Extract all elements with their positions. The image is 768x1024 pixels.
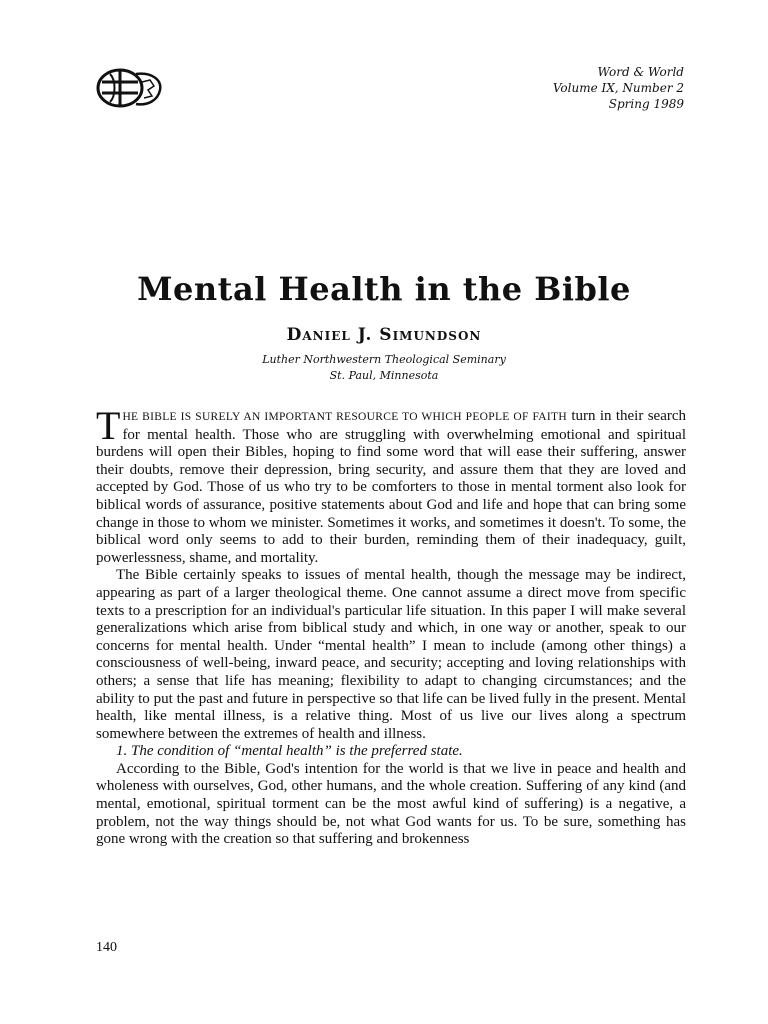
journal-logo-icon (96, 66, 164, 110)
opening-small-caps: HE BIBLE IS SURELY AN IMPORTANT RESOURCE TO WHICH PEOPLE OF FAITH (122, 411, 567, 423)
article-author: Daniel J. Simundson (286, 325, 482, 345)
page-number: 140 (96, 940, 117, 955)
journal-volume: Volume IX, Number 2 (552, 81, 684, 95)
paragraph-3: According to the Bible, God's intention for the world is that we live in peace and health and wholeness with ourselves, God, other humans, and the whole creation. Suffering of any kind (and mental, emotional, spiritual torment can be the most awful kind of suffering) is a negative, a problem, not the way things should be, not what God wants for us. To be sure, something has gone wrong with the creation so that suffering and brokenness (96, 760, 686, 848)
author-location: St. Paul, Minnesota (329, 369, 439, 382)
author-affiliation: Luther Northwestern Theological Seminary (262, 353, 506, 366)
paragraph-1 (96, 403, 687, 567)
article-title: Mental Health in the Bible (137, 270, 631, 308)
journal-name: Word & World (597, 65, 684, 79)
article-body (96, 403, 687, 849)
journal-issue-date: Spring 1989 (608, 97, 684, 111)
paragraph-2: The Bible certainly speaks to issues of mental health, though the message may be indirect, appearing as part of a larger theological theme. One cannot assume a direct move from specific texts to a prescription for an individual's particular life situation. In this paper I will make several generalizations which arise from biblical study and which, in one way or another, speak to our concerns for mental health. Under “mental health” I mean to include (among other things) a consciousness of well-being, inward peace, and security; accepting and loving relationships with others; a sense that life has meaning; flexibility to adapt to changing circumstances; and the ability to put the past and future in perspective so that life can be lived fully in the present. Mental health, like mental illness, is a relative thing. Most of us live our lives along a spectrum somewhere between the extremes of health and illness. (96, 567, 686, 742)
drop-cap: T (96, 403, 121, 448)
paragraph-1-text: turn in their search for mental health. Those who are struggling with overwhelming emotional and spiritual burdens will open their Bibles, hoping to find some word that will ease their suffering, answer their doubts, remove their depression, bring security, and assure them that they are loved and accepted by God. Those of us who try to be comforters to those in mental torment also look for biblical words of assurance, positive statements about God and life and hope that can bring some change in those to whom we minister. Sometimes it works, and sometimes it doesn't. To some, the biblical word only seems to add to their burden, reminding them of their inadequacy, guilt, powerlessness, shame, and mortality. (96, 408, 687, 566)
author-affiliation-block (0, 352, 768, 384)
point-heading-1: 1. The condition of “mental health” is the preferred state. (116, 743, 463, 760)
journal-info (553, 64, 684, 112)
